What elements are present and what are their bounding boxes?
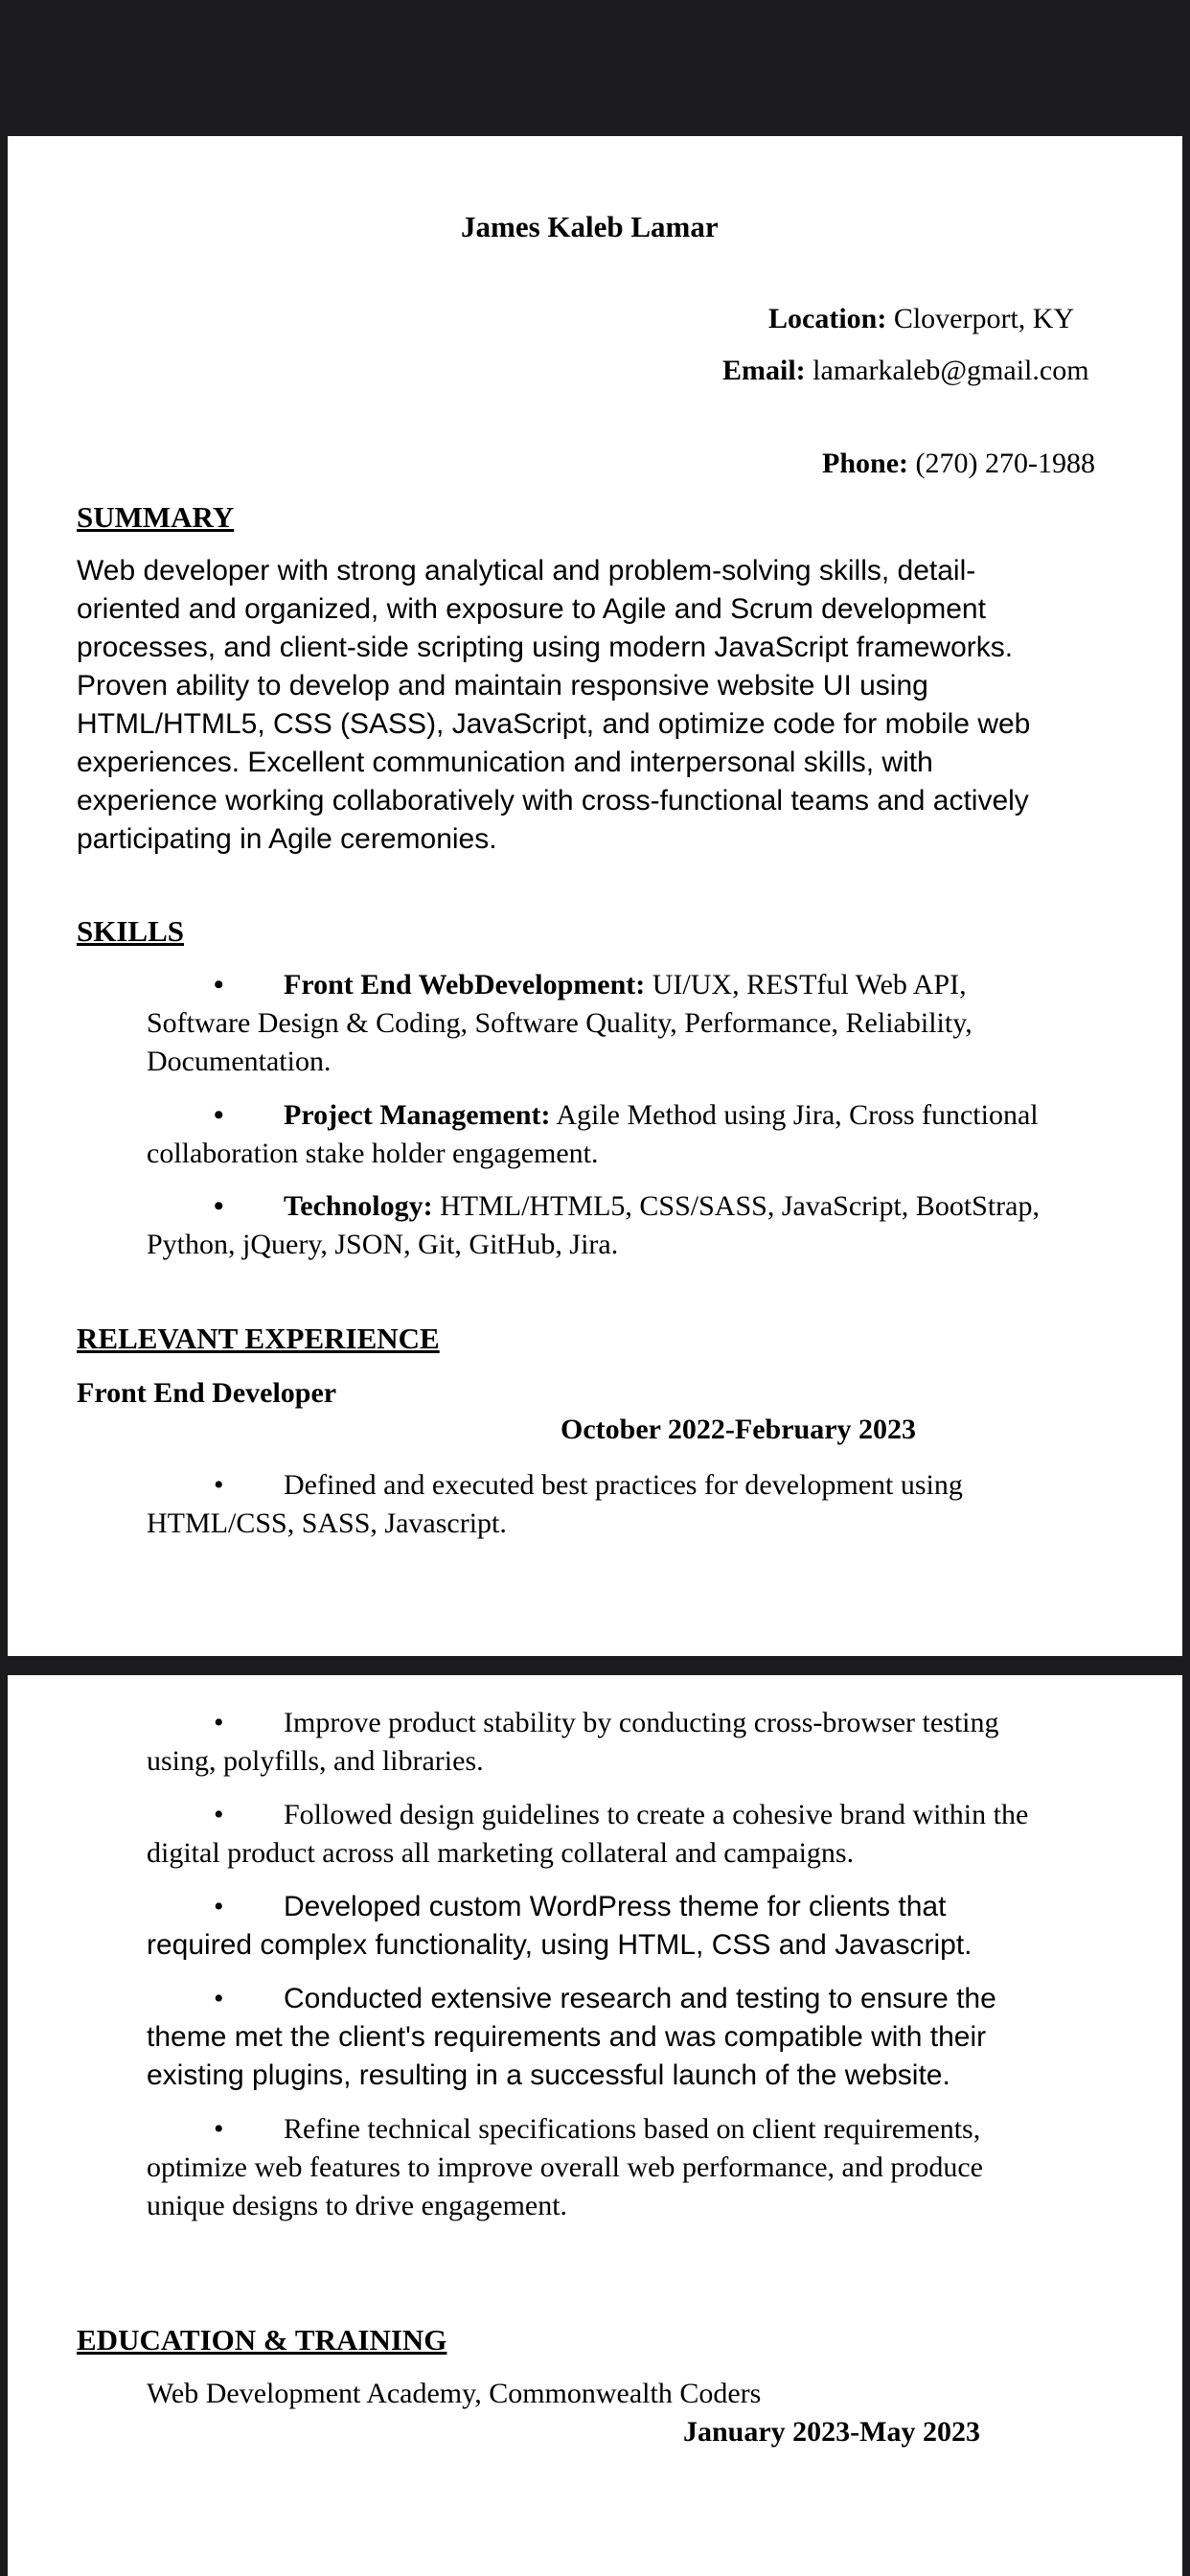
experience-bullet-text: Followed design guidelines to create a cohesive brand within the: [284, 1799, 1029, 1830]
bullet-icon: •: [214, 969, 224, 1000]
experience-bullet-text: digital product across all marketing collateral and campaigns.: [147, 1837, 855, 1869]
candidate-name: James Kaleb Lamar: [461, 210, 719, 243]
experience-bullet-text: HTML/CSS, SASS, Javascript.: [147, 1507, 507, 1539]
skill-text: Agile Method using Jira, Cross functional: [550, 1099, 1039, 1131]
bullet-icon: •: [214, 1983, 224, 2014]
document-page-2: [8, 1675, 1182, 2576]
document-page-1: [8, 136, 1182, 1656]
summary-line: HTML/HTML5, CSS (SASS), JavaScript, and optimize code for mobile web: [77, 708, 1031, 740]
summary-line: processes, and client-side scripting using modern JavaScript frameworks.: [77, 632, 1014, 663]
skill-text: Documentation.: [147, 1046, 332, 1077]
bullet-icon: •: [214, 1099, 224, 1131]
experience-bullet-continuation: [147, 1834, 854, 1873]
experience-bullet-text: Defined and executed best practices for development using: [284, 1469, 963, 1501]
email-label: Email:: [722, 355, 806, 386]
experience-heading: RELEVANT EXPERIENCE: [77, 1322, 440, 1355]
location-line: [768, 300, 1074, 338]
summary-line: experiences. Excellent communication and interpersonal skills, with: [77, 747, 933, 778]
skill-continuation: [147, 1004, 973, 1081]
skill-label: Front End WebDevelopment:: [284, 969, 646, 1000]
summary-paragraph: [77, 552, 1131, 859]
phone-label: Phone:: [822, 448, 908, 479]
experience-bullet-continuation: [147, 1926, 973, 1965]
skill-item-project-management: [284, 1096, 1039, 1135]
experience-bullet-continuation: [147, 1742, 484, 1781]
skill-continuation: [147, 1135, 599, 1173]
experience-bullet-text: theme met the client's requirements and was compatible with their: [147, 2021, 987, 2053]
bullet-icon: •: [214, 1707, 224, 1738]
skill-item-front-end: [284, 966, 967, 1004]
bullet-icon: •: [214, 1891, 224, 1922]
skills-heading: SKILLS: [77, 914, 185, 948]
bullet-icon: •: [214, 1799, 224, 1830]
skill-text: Python, jQuery, JSON, Git, GitHub, Jira.: [147, 1229, 619, 1260]
skill-label: Project Management:: [284, 1099, 551, 1131]
summary-line: Proven ability to develop and maintain responsive website UI using: [77, 670, 928, 702]
education-dates: January 2023-May 2023: [683, 2416, 980, 2448]
experience-bullet-text: Refine technical specifications based on client requirements,: [284, 2113, 981, 2145]
experience-bullet-text: unique designs to drive engagement.: [147, 2190, 568, 2221]
skill-text: collaboration stake holder engagement.: [147, 1138, 599, 1169]
summary-heading: SUMMARY: [77, 500, 235, 534]
job-title: Front End Developer: [77, 1377, 337, 1409]
summary-line: oriented and organized, with exposure to Agile and Scrum development: [77, 593, 986, 625]
summary-line: Web developer with strong analytical and problem-solving skills, detail-: [77, 555, 976, 586]
education-school: Web Development Academy, Commonwealth Coders: [147, 2378, 762, 2409]
bullet-icon: •: [214, 1469, 224, 1501]
skill-text: UI/UX, RESTful Web API,: [645, 969, 967, 1000]
location-label: Location:: [768, 303, 887, 334]
skill-item-technology: [284, 1187, 1040, 1226]
job-dates: October 2022-February 2023: [561, 1414, 917, 1445]
experience-bullet-continuation: [147, 2018, 986, 2095]
location-value: Cloverport, KY: [893, 303, 1075, 334]
experience-bullet-text: optimize web features to improve overall web performance, and produce: [147, 2151, 983, 2183]
skill-label: Technology:: [284, 1190, 433, 1222]
experience-bullet-text: existing plugins, resulting in a successful launch of the website.: [147, 2059, 950, 2091]
experience-bullet-text: Developed custom WordPress theme for clients that: [284, 1891, 947, 1922]
email-line: [722, 352, 1089, 390]
bullet-icon: •: [214, 1190, 224, 1222]
summary-line: experience working collaboratively with cross-functional teams and actively: [77, 785, 1029, 816]
skill-continuation: [147, 1226, 618, 1264]
experience-bullet-continuation: [147, 2149, 983, 2225]
phone-value: (270) 270-1988: [915, 448, 1095, 479]
summary-line: participating in Agile ceremonies.: [77, 823, 497, 855]
experience-bullet-continuation: [147, 1505, 507, 1543]
experience-bullet-text: using, polyfills, and libraries.: [147, 1745, 484, 1777]
bullet-icon: •: [214, 2113, 224, 2145]
experience-bullet-text: Improve product stability by conducting cross-browser testing: [284, 1707, 999, 1738]
skill-text: HTML/HTML5, CSS/SASS, JavaScript, BootStrap,: [432, 1190, 1040, 1222]
education-heading: EDUCATION & TRAINING: [77, 2323, 447, 2357]
experience-bullet-text: Conducted extensive research and testing to ensure the: [284, 1983, 996, 2014]
skill-text: Software Design & Coding, Software Quality, Performance, Reliability,: [147, 1007, 973, 1039]
phone-line: [822, 445, 1095, 483]
experience-bullet-text: required complex functionality, using HTML, CSS and Javascript.: [147, 1929, 973, 1961]
email-value: lamarkaleb@gmail.com: [812, 355, 1089, 386]
